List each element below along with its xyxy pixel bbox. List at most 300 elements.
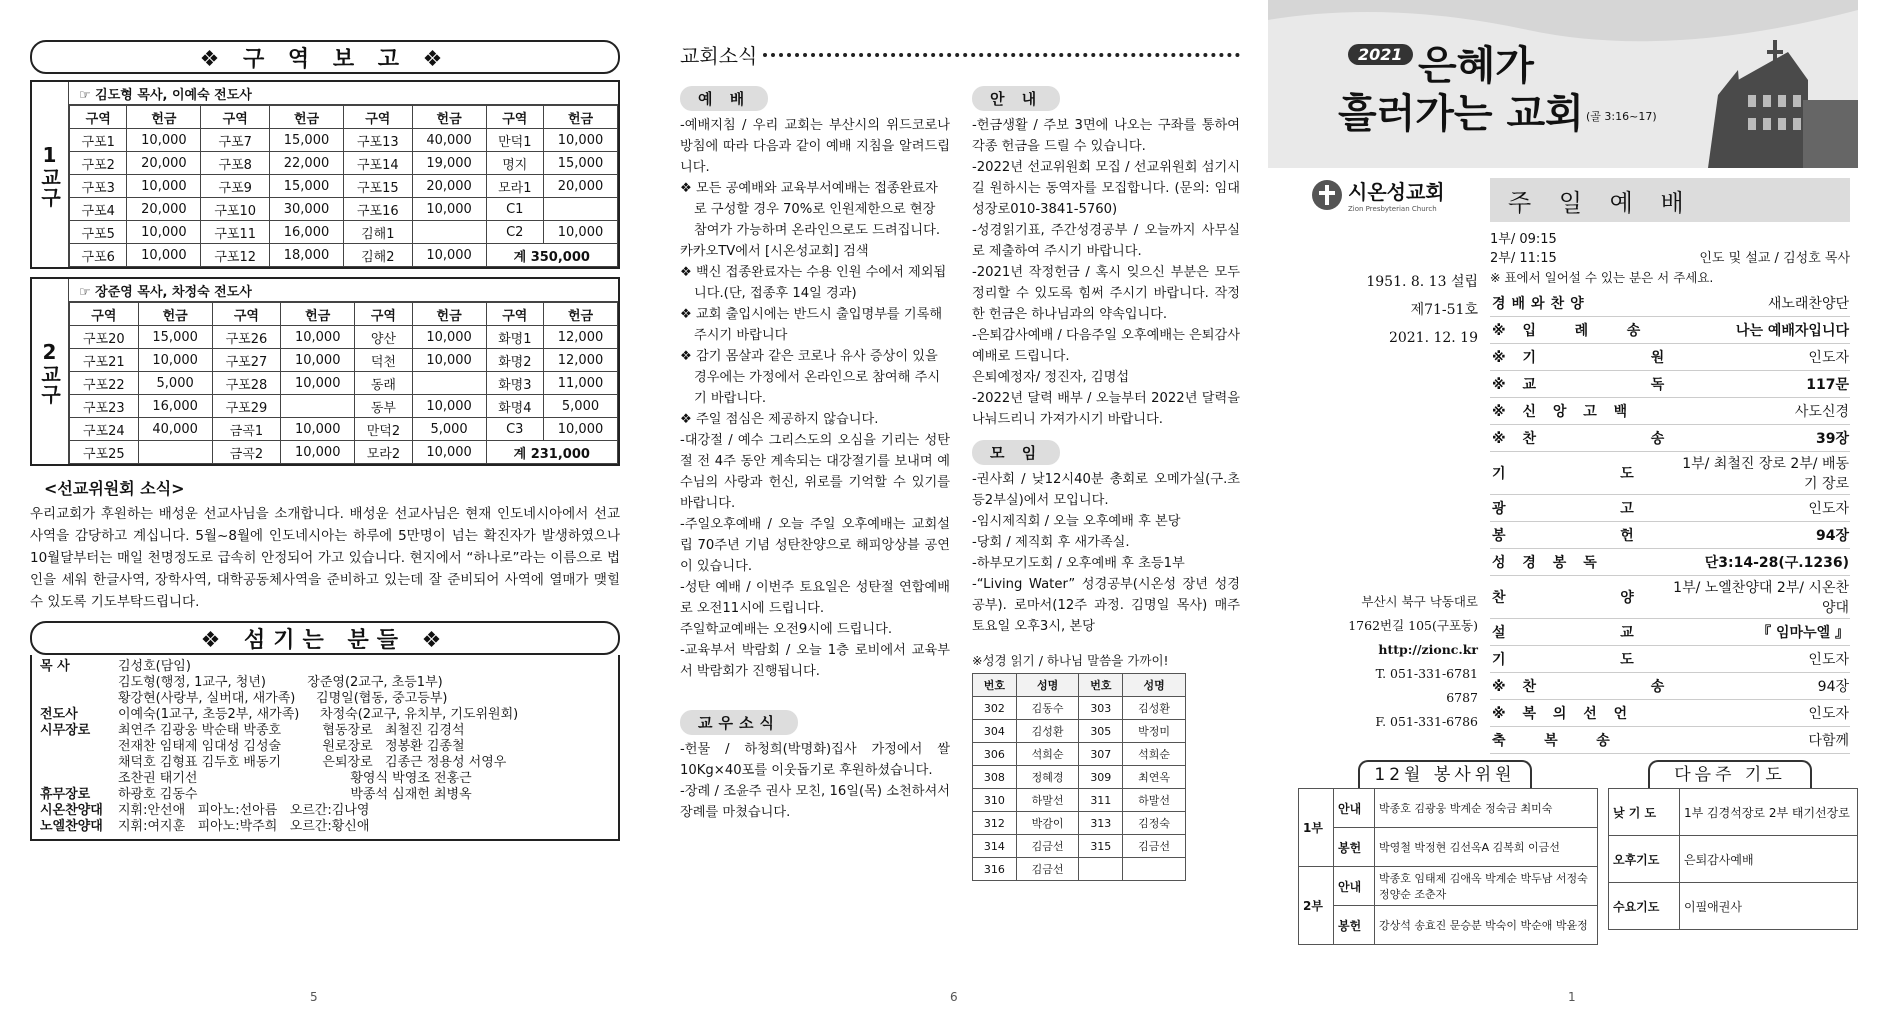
table-cell: 15,000	[270, 175, 344, 198]
meeting-chip: 모 임	[972, 440, 1060, 465]
order-value: 『 임마누엘 』	[1671, 619, 1850, 646]
table-cell: 만덕2	[355, 418, 412, 441]
order-item: 봉 헌	[1490, 522, 1671, 549]
table-cell: 김금선	[1123, 835, 1186, 858]
table-row	[973, 766, 1186, 789]
order-item: 경배와찬양	[1490, 290, 1671, 317]
page-5	[30, 0, 620, 1016]
table-row	[70, 198, 618, 221]
server-names: 지휘:여지훈 피아노:박주희 오르간:황신애	[118, 819, 370, 834]
news-item: -헌물 / 하청희(박명화)집사 가정에서 쌀 10Kg×40포를 이웃돕기로 후원하셨습니다.	[680, 742, 950, 778]
table-cell: 11,000	[544, 372, 618, 395]
table-cell: 10,000	[281, 326, 355, 349]
table-row	[70, 129, 618, 152]
table-cell: 동부	[355, 395, 412, 418]
order-item: 기 도	[1490, 452, 1671, 495]
order-item: ※ 신 앙 고 백	[1490, 398, 1671, 425]
order-value: 39장	[1671, 425, 1850, 452]
table-cell: 계 231,000	[486, 441, 617, 464]
server-role: 노엘찬양대	[40, 819, 103, 834]
table-cell	[138, 441, 212, 464]
server-row	[40, 675, 610, 691]
table-cell: 구포21	[70, 349, 139, 372]
table-cell: 40,000	[138, 418, 212, 441]
address-line: F. 051-331-6786	[1375, 714, 1478, 729]
order-item: 설 교	[1490, 619, 1671, 646]
duty-panel	[1298, 760, 1598, 945]
server-names: 김도형(행정, 1교구, 청년) 장준영(2교구, 초등1부)	[118, 675, 443, 690]
table-cell: 10,000	[127, 244, 201, 267]
duty-names: 박종호 김광웅 박계순 정숙금 최미숙	[1375, 789, 1598, 828]
table-cell: 만덕1	[486, 129, 543, 152]
mission-text: 우리교회가 후원하는 배성운 선교사님을 소개합니다. 배성운 선교사님은 현재 인도네시아에서 선교사역을 감당하고 계십니다. 5월~8월에 인도네시아는 하루에 5만명이 넘는 확진자가 발생하였으나 10월달부터는 매일 천명정도로 급속히 안정되어 가고 있습니다. 현지에서 “하나로”라는 이름으로 법인을 세워 한글사역, 장학사역, 대학공동체사역을 준비하고 있는데 잘 준비되어 사역에 열매가 맺힐 수 있도록 기도부탁드립니다.	[30, 506, 620, 610]
column-header: 구역	[343, 106, 412, 129]
table-cell: 석희순	[1016, 743, 1079, 766]
address-line: 부산시 북구 낙동대로	[1361, 594, 1478, 609]
table-cell: 310	[973, 789, 1017, 812]
table-cell: 10,000	[281, 372, 355, 395]
news-right-column	[972, 80, 1240, 881]
worship-order	[1490, 290, 1850, 754]
order-row	[1490, 700, 1850, 727]
news-item: -은퇴감사예배 / 다음주일 오후예배는 은퇴감사예배로 드립니다.	[972, 328, 1241, 364]
table-cell: 305	[1079, 720, 1123, 743]
table-cell: 12,000	[544, 349, 618, 372]
year-badge: 2021	[1348, 44, 1413, 65]
congregation-news-chip: 교우소식	[680, 710, 798, 735]
table-cell: 구포4	[70, 198, 127, 221]
news-item: 카카오TV에서 [시온성교회] 검색	[680, 244, 869, 259]
table-cell	[1079, 858, 1123, 881]
order-item: 기 도	[1490, 646, 1671, 673]
order-row	[1490, 317, 1850, 344]
table-cell: 10,000	[412, 326, 486, 349]
notice-chip: 안 내	[972, 86, 1060, 111]
table-cell: 20,000	[127, 152, 201, 175]
table-cell: 10,000	[544, 418, 618, 441]
server-row	[40, 659, 610, 675]
news-item: -2022년 달력 배부 / 오늘부터 2022년 달력을 나눠드리니 가져가시기 바랍니다.	[972, 391, 1240, 427]
page-6	[680, 0, 1240, 1016]
table-row	[70, 349, 618, 372]
table-cell: 10,000	[412, 441, 486, 464]
table-row	[973, 743, 1186, 766]
church-news-title: 교회소식	[680, 44, 758, 68]
duty-table	[1298, 788, 1598, 945]
news-item: ❖ 주일 점심은 제공하지 않습니다.	[680, 412, 879, 427]
table-cell: 계 350,000	[486, 244, 617, 267]
table-row	[70, 152, 618, 175]
server-row	[40, 819, 610, 835]
order-value: 인도자	[1671, 700, 1850, 727]
table-cell: 10,000	[412, 349, 486, 372]
table-cell: 308	[973, 766, 1017, 789]
table-cell: 15,000	[544, 152, 618, 175]
table-cell: C3	[486, 418, 543, 441]
table-cell: 312	[973, 812, 1017, 835]
column-header: 번호	[1079, 674, 1123, 697]
column-header: 헌금	[281, 303, 355, 326]
server-row	[40, 755, 610, 771]
table-cell: 구포27	[212, 349, 281, 372]
table-cell: 구포22	[70, 372, 139, 395]
duty-part: 1부	[1299, 789, 1334, 867]
table-cell: 10,000	[127, 221, 201, 244]
column-header: 구역	[70, 106, 127, 129]
table-cell: 307	[1079, 743, 1123, 766]
church-name-en: Zion Presbyterian Church	[1348, 205, 1437, 213]
column-header: 헌금	[127, 106, 201, 129]
table-cell: 313	[1079, 812, 1123, 835]
table-cell: 311	[1079, 789, 1123, 812]
service-time-1: 1부/ 09:15	[1490, 232, 1557, 247]
bible-reading-table	[972, 673, 1186, 881]
server-row	[40, 739, 610, 755]
order-item: ※ 찬 송	[1490, 673, 1671, 700]
table-cell: 구포3	[70, 175, 127, 198]
prayer-value: 1부 김경석장로 2부 태기선장로	[1680, 789, 1858, 836]
table-cell: 김동수	[1016, 697, 1079, 720]
news-item: -교육부서 박람회 / 오늘 1층 로비에서 교육부서 박람회가 진행됩니다.	[680, 643, 950, 679]
table-cell: 16,000	[138, 395, 212, 418]
table-cell: 김정숙	[1123, 812, 1186, 835]
table-cell: 10,000	[412, 244, 486, 267]
table-cell: 30,000	[270, 198, 344, 221]
table-cell: 김해2	[343, 244, 412, 267]
server-role	[40, 675, 118, 691]
server-names: 황강현(사랑부, 실버대, 새가족) 김명일(협동, 중고등부)	[118, 691, 448, 706]
table-cell: 화명4	[486, 395, 543, 418]
order-value: 인도자	[1671, 646, 1850, 673]
table-cell: 구포23	[70, 395, 139, 418]
table-cell: 18,000	[270, 244, 344, 267]
order-row	[1490, 576, 1850, 619]
table-cell: 하말선	[1123, 789, 1186, 812]
column-header: 헌금	[138, 303, 212, 326]
server-names: 최연주 김광웅 박순태 박종호 협동장로 최철진 김경석	[118, 723, 465, 738]
prayer-value: 은퇴감사예배	[1680, 836, 1858, 883]
table-cell: 16,000	[270, 221, 344, 244]
column-header: 구역	[201, 106, 270, 129]
preacher: 인도 및 설교 / 김성호 목사	[1699, 251, 1850, 266]
column-header: 구역	[70, 303, 139, 326]
table-cell: 10,000	[281, 441, 355, 464]
column-header: 번호	[973, 674, 1017, 697]
table-cell: 최연옥	[1123, 766, 1186, 789]
table-cell: 10,000	[544, 221, 618, 244]
table-row	[973, 720, 1186, 743]
district-1-label: 1교구	[32, 82, 69, 267]
server-row	[40, 803, 610, 819]
table-cell: 모라1	[486, 175, 543, 198]
server-row	[40, 723, 610, 739]
table-row	[70, 372, 618, 395]
news-item: -권사회 / 낮12시40분 총회로 오메가실(구.초등2부실)에서 모입니다.	[972, 472, 1240, 508]
duty-role: 안내	[1334, 789, 1375, 828]
table-cell: 15,000	[270, 129, 344, 152]
table-cell: 구포12	[201, 244, 270, 267]
table-row	[70, 418, 618, 441]
order-row	[1490, 290, 1850, 317]
address-line: 6787	[1446, 690, 1478, 705]
table-cell: 22,000	[270, 152, 344, 175]
order-value: 1부/ 최철진 장로 2부/ 배동기 장로	[1671, 452, 1850, 495]
table-cell: 314	[973, 835, 1017, 858]
table-cell: 금곡1	[212, 418, 281, 441]
table-row	[70, 441, 618, 464]
order-item: 광 고	[1490, 495, 1671, 522]
duty-names: 박영철 박정현 김선옥A 김복희 이금선	[1375, 828, 1598, 867]
duty-names: 박종호 임태제 김애옥 박계순 박두남 서정숙 정양순 조춘자	[1375, 867, 1598, 906]
news-item: 주일학교예배는 오전9시에 드립니다.	[680, 622, 893, 637]
server-role: 목 사	[40, 659, 70, 674]
church-address	[1328, 590, 1478, 734]
duty-role: 봉헌	[1334, 828, 1375, 867]
order-item: ※ 복 의 선 언	[1490, 700, 1671, 727]
server-role: 휴무장로	[40, 787, 91, 802]
table-cell: 10,000	[281, 418, 355, 441]
district-1-table	[69, 105, 618, 267]
table-cell: 20,000	[544, 175, 618, 198]
table-cell: 모라2	[355, 441, 412, 464]
server-names: 전재찬 임태제 임대성 김성술 원로장로 정봉환 김종철	[118, 739, 465, 754]
table-cell	[412, 221, 486, 244]
duty-role: 안내	[1334, 867, 1375, 906]
news-item: -2021년 작정헌금 / 혹시 잊으신 부분은 모두 정리할 수 있도록 힘써 주시기 바랍니다. 작정한 헌금은 하나님과의 약속입니다.	[972, 265, 1240, 322]
table-cell: 구포15	[343, 175, 412, 198]
table-cell	[544, 198, 618, 221]
order-item: 성 경 봉 독	[1490, 549, 1671, 576]
service-times	[1490, 228, 1850, 266]
order-value: 새노래찬양단	[1671, 290, 1850, 317]
order-value: 117문	[1671, 371, 1850, 398]
server-row	[40, 691, 610, 707]
news-item: -“Living Water” 성경공부(시온성 장년 성경공부). 로마서(12주 과정. 김명일 목사) 매주 토요일 오후3시, 본당	[972, 577, 1240, 634]
order-item: 축 복 송	[1490, 727, 1671, 754]
table-cell: 315	[1079, 835, 1123, 858]
duty-row	[1299, 867, 1598, 906]
table-cell: 구포16	[343, 198, 412, 221]
table-cell: 구포28	[212, 372, 281, 395]
order-value: 단3:14-28(구.1236)	[1671, 549, 1850, 576]
server-row	[40, 787, 610, 803]
table-cell: 구포14	[343, 152, 412, 175]
news-item: -예배지침 / 우리 교회는 부산시의 위드코로나 방침에 따라 다음과 같이 예배 지침을 알려드립니다.	[680, 118, 950, 175]
table-cell: 하말선	[1016, 789, 1079, 812]
table-cell	[1123, 858, 1186, 881]
table-cell: 302	[973, 697, 1017, 720]
table-cell	[412, 372, 486, 395]
order-value: 1부/ 노엘찬양대 2부/ 시온찬양대	[1671, 576, 1850, 619]
column-header: 헌금	[270, 106, 344, 129]
column-header: 구역	[486, 106, 543, 129]
address-line: 1762번길 105(구포동)	[1348, 618, 1478, 633]
order-row	[1490, 495, 1850, 522]
table-cell: 10,000	[138, 349, 212, 372]
prayer-value: 이필애권사	[1680, 883, 1858, 930]
table-cell: 구포9	[201, 175, 270, 198]
table-cell: 구포26	[212, 326, 281, 349]
founded: 1951. 8. 13 설립	[1366, 274, 1478, 290]
order-value: 94장	[1671, 522, 1850, 549]
prayer-row	[1609, 789, 1858, 836]
address-line: T. 051-331-6781	[1375, 666, 1478, 681]
news-item: -성경읽기표, 주간성경공부 / 오늘까지 사무실로 제출하여 주시기 바랍니다.	[972, 223, 1240, 259]
cover-banner	[1268, 0, 1858, 168]
table-cell: 5,000	[138, 372, 212, 395]
duty-part: 2부	[1299, 867, 1334, 945]
table-cell: 금곡2	[212, 441, 281, 464]
column-header: 구역	[212, 303, 281, 326]
news-item: ❖ 교회 출입시에는 반드시 출입명부를 기록해주시기 바랍니다	[680, 307, 943, 343]
order-item: ※ 교 독	[1490, 371, 1671, 398]
table-cell: 304	[973, 720, 1017, 743]
news-item: -임시제직회 / 오늘 오후예배 후 본당	[972, 514, 1181, 529]
district-2-table	[69, 302, 618, 464]
table-cell: 정혜경	[1016, 766, 1079, 789]
server-names: 이예숙(1교구, 초등2부, 새가족) 차정숙(2교구, 유치부, 기도위원회)	[118, 707, 519, 722]
duty-row	[1299, 906, 1598, 945]
prayer-panel	[1608, 760, 1858, 930]
standing-note: ※ 표에서 일어설 수 있는 분은 서 주세요.	[1490, 270, 1714, 285]
table-cell: 구포20	[70, 326, 139, 349]
church-logo	[1310, 176, 1445, 213]
order-row	[1490, 619, 1850, 646]
news-item: 은퇴예정자/ 정진자, 김명섭	[972, 370, 1130, 385]
table-row	[973, 835, 1186, 858]
order-row	[1490, 344, 1850, 371]
server-role	[40, 771, 118, 787]
table-row	[973, 812, 1186, 835]
news-item: -성탄 예배 / 이번주 토요일은 성탄절 연합예배로 오전11시에 드립니다.	[680, 580, 950, 616]
news-item: ❖ 백신 접종완료자는 수용 인원 수에서 제외됩니다.(단, 접종후 14일 경과)	[680, 265, 947, 301]
table-cell: 303	[1079, 697, 1123, 720]
district-2-block	[30, 277, 620, 466]
news-item: -헌금생활 / 주보 3면에 나오는 구좌를 통하여 각종 헌금을 드릴 수 있습니다.	[972, 118, 1240, 154]
page-1-cover	[1268, 0, 1878, 1016]
server-names: 조찬권 태기선 황영식 박영조 전홍근	[118, 771, 472, 786]
table-row	[70, 221, 618, 244]
table-cell: 12,000	[544, 326, 618, 349]
table-cell: 덕천	[355, 349, 412, 372]
table-cell: 김금선	[1016, 858, 1079, 881]
table-cell: 10,000	[281, 349, 355, 372]
order-item: ※ 기 원	[1490, 344, 1671, 371]
bulletin-meta	[1338, 268, 1478, 352]
table-cell: 화명3	[486, 372, 543, 395]
table-cell: 20,000	[127, 198, 201, 221]
order-row	[1490, 522, 1850, 549]
table-cell: 5,000	[412, 418, 486, 441]
table-cell: 구포11	[201, 221, 270, 244]
servers-title: ❖ 섬기는 분들 ❖	[30, 621, 620, 655]
issue-number: 제71-51호	[1410, 302, 1478, 318]
table-row	[70, 326, 618, 349]
table-cell: 구포13	[343, 129, 412, 152]
order-value: 사도신경	[1671, 398, 1850, 425]
district-1-leader: ☞ 김도형 목사, 이예숙 전도사	[69, 82, 618, 105]
mission-title: <선교위원회 소식>	[44, 479, 185, 498]
news-item: ❖ 모든 공예배와 교육부서예배는 접종완료자로 구성할 경우 70%로 인원제한으로 현장 참여가 가능하며 온라인으로도 드려집니다.	[680, 181, 941, 238]
page-number: 5	[310, 990, 320, 1004]
order-item: ※ 찬 송	[1490, 425, 1671, 452]
table-row	[70, 244, 618, 267]
bulletin-date: 2021. 12. 19	[1388, 330, 1478, 346]
news-item: -하부모기도회 / 오후예배 후 초등1부	[972, 556, 1185, 571]
server-names: 채덕호 김형표 김두호 배동기 은퇴장로 김종근 정용성 서영우	[118, 755, 507, 770]
table-cell: 316	[973, 858, 1017, 881]
table-cell: 구포8	[201, 152, 270, 175]
server-names: 김성호(담임)	[118, 659, 191, 674]
duty-row	[1299, 789, 1598, 828]
column-header: 성명	[1123, 674, 1186, 697]
table-cell: 10,000	[544, 129, 618, 152]
page-number: 6	[950, 990, 960, 1004]
address-line: http://zionc.kr	[1378, 642, 1478, 657]
news-item: -당회 / 제직회 후 새가족실.	[972, 535, 1130, 550]
table-cell: 명지	[486, 152, 543, 175]
order-row	[1490, 371, 1850, 398]
server-row	[40, 707, 610, 723]
cover-title-1: 은혜가	[1418, 42, 1534, 89]
district-2-label: 2교구	[32, 279, 69, 464]
duty-names: 강상석 송효진 문승분 박숙이 박순애 박윤정	[1375, 906, 1598, 945]
table-cell: 15,000	[138, 326, 212, 349]
server-role: 시온찬양대	[40, 803, 103, 818]
server-role: 전도사	[40, 707, 78, 722]
prayer-label: 수요기도	[1609, 883, 1680, 930]
table-cell: 구포6	[70, 244, 127, 267]
bible-reading-title: ※성경 읽기 / 하나님 말씀을 가까이!	[972, 653, 1169, 668]
table-cell: 김성환	[1016, 720, 1079, 743]
prayer-row	[1609, 883, 1858, 930]
order-value: 다함께	[1671, 727, 1850, 754]
order-item: ※ 입 례 송	[1490, 317, 1671, 344]
table-cell: 김성환	[1123, 697, 1186, 720]
church-name: 시온성교회	[1348, 180, 1445, 204]
table-cell: 김금선	[1016, 835, 1079, 858]
table-cell: 10,000	[412, 395, 486, 418]
service-time-2: 2부/ 11:15	[1490, 251, 1557, 266]
column-header: 헌금	[412, 303, 486, 326]
district-1-block	[30, 80, 620, 269]
order-row	[1490, 549, 1850, 576]
server-row	[40, 771, 610, 787]
cover-verse: (골 3:16~17)	[1586, 110, 1657, 123]
prayer-table	[1608, 788, 1858, 930]
server-names: 하광호 김동수 박종석 심재헌 최병옥	[118, 787, 472, 802]
table-cell: 박감이	[1016, 812, 1079, 835]
table-row	[973, 697, 1186, 720]
district-2-leader: ☞ 장준영 목사, 차정숙 전도사	[69, 279, 618, 302]
server-role	[40, 739, 118, 755]
table-cell: 구포10	[201, 198, 270, 221]
duty-row	[1299, 828, 1598, 867]
table-cell: 20,000	[412, 175, 486, 198]
prayer-label: 낮 기 도	[1609, 789, 1680, 836]
table-cell: 10,000	[127, 175, 201, 198]
news-item: -대강절 / 예수 그리스도의 오심을 기리는 성탄절 전 4주 동안 계속되는 대강절기를 보내며 예수님의 사랑과 헌신, 위로를 기억할 수 있기를 바랍니다.	[680, 433, 950, 511]
table-row	[973, 858, 1186, 881]
table-cell: 306	[973, 743, 1017, 766]
news-item: -장례 / 조윤주 권사 모친, 16일(목) 소천하셔서 장례를 마쳤습니다.	[680, 784, 950, 820]
order-item: 찬 양	[1490, 576, 1671, 619]
table-cell: 동래	[355, 372, 412, 395]
table-cell: 양산	[355, 326, 412, 349]
table-cell: 19,000	[412, 152, 486, 175]
order-row	[1490, 398, 1850, 425]
news-item: ❖ 감기 몸살과 같은 코로나 유사 증상이 있을 경우에는 가정에서 온라인으로 참여해 주시기 바랍니다.	[680, 349, 941, 406]
